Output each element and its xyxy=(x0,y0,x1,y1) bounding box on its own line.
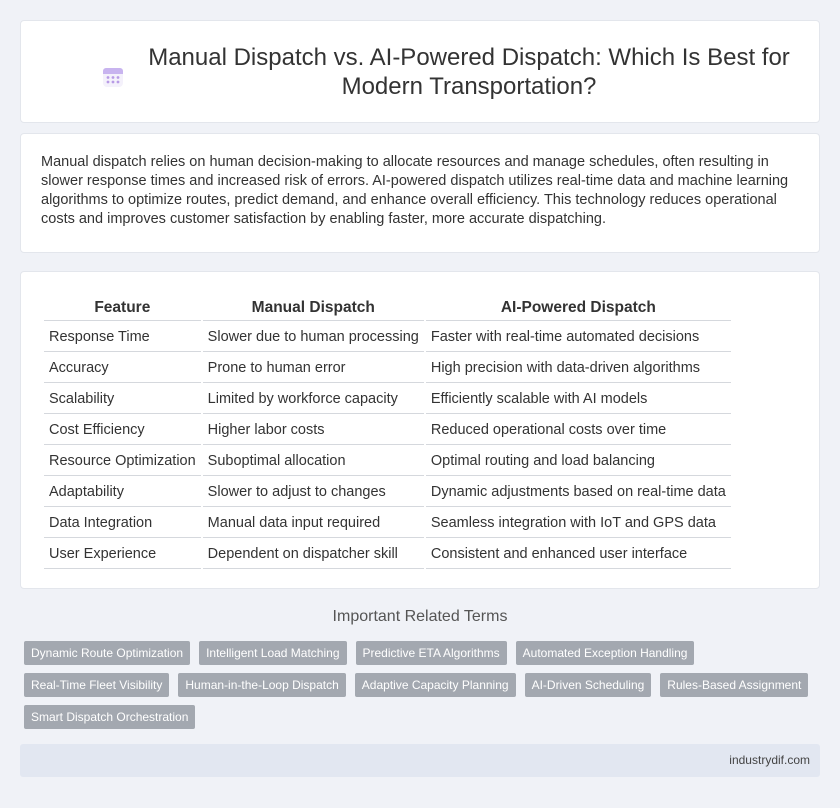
related-term-tag[interactable]: Predictive ETA Algorithms xyxy=(356,641,507,665)
column-header-ai: AI-Powered Dispatch xyxy=(426,296,731,321)
ai-cell: Faster with real-time automated decisions xyxy=(426,323,731,352)
related-term-tag[interactable]: AI-Driven Scheduling xyxy=(525,673,652,697)
ai-cell: High precision with data-driven algorithms xyxy=(426,354,731,383)
tag-row xyxy=(24,641,814,665)
related-term-tag[interactable]: Dynamic Route Optimization xyxy=(24,641,190,665)
manual-cell: Slower due to human processing xyxy=(203,323,424,352)
ai-cell: Dynamic adjustments based on real-time data xyxy=(426,478,731,507)
column-header-feature: Feature xyxy=(44,296,201,321)
ai-cell: Seamless integration with IoT and GPS data xyxy=(426,509,731,538)
feature-cell: Adaptability xyxy=(44,478,201,507)
feature-cell: Cost Efficiency xyxy=(44,416,201,445)
manual-cell: Manual data input required xyxy=(203,509,424,538)
related-term-tag[interactable]: Smart Dispatch Orchestration xyxy=(24,705,195,729)
related-term-tag[interactable]: Rules-Based Assignment xyxy=(660,673,808,697)
table-row xyxy=(44,323,731,352)
manual-cell: Prone to human error xyxy=(203,354,424,383)
ai-cell: Efficiently scalable with AI models xyxy=(426,385,731,414)
related-terms-list xyxy=(24,641,814,737)
related-term-tag[interactable]: Intelligent Load Matching xyxy=(199,641,346,665)
comparison-card xyxy=(20,271,820,589)
related-term-tag[interactable]: Adaptive Capacity Planning xyxy=(355,673,516,697)
manual-cell: Suboptimal allocation xyxy=(203,447,424,476)
related-terms-heading: Important Related Terms xyxy=(332,608,508,625)
ai-cell: Optimal routing and load balancing xyxy=(426,447,731,476)
feature-cell: Accuracy xyxy=(44,354,201,383)
related-term-tag[interactable]: Human-in-the-Loop Dispatch xyxy=(178,673,345,697)
ai-cell: Reduced operational costs over time xyxy=(426,416,731,445)
related-term-tag[interactable]: Automated Exception Handling xyxy=(516,641,695,665)
site-credit[interactable]: industrydif.com xyxy=(729,753,810,767)
manual-cell: Dependent on dispatcher skill xyxy=(203,540,424,569)
table-row xyxy=(44,354,731,383)
table-row xyxy=(44,447,731,476)
ai-cell: Consistent and enhanced user interface xyxy=(426,540,731,569)
table-row xyxy=(44,540,731,569)
feature-cell: Scalability xyxy=(44,385,201,414)
footer xyxy=(20,744,820,777)
intro-paragraph: Manual dispatch relies on human decision-making to allocate resources and manage schedules, often resulting in slower response times and increased risk of errors. AI-powered dispatch utilizes real-time data and machine learning algorithms to optimize routes, predict demand, and enhance overall efficiency. This technology reduces operational costs and improves customer satisfaction by enabling faster, more accurate dispatching. xyxy=(41,154,789,227)
tag-row xyxy=(24,705,814,729)
feature-cell: Response Time xyxy=(44,323,201,352)
table-row xyxy=(44,509,731,538)
intro-card xyxy=(20,133,820,253)
calendar-icon xyxy=(101,65,125,89)
table-row xyxy=(44,478,731,507)
manual-cell: Higher labor costs xyxy=(203,416,424,445)
table-header-row xyxy=(44,296,731,321)
page-title: Manual Dispatch vs. AI-Powered Dispatch: Which Is Best for Modern Transportation? xyxy=(148,44,790,100)
title-card xyxy=(20,20,820,123)
table-row xyxy=(44,385,731,414)
related-term-tag[interactable]: Real-Time Fleet Visibility xyxy=(24,673,169,697)
feature-cell: User Experience xyxy=(44,540,201,569)
feature-cell: Data Integration xyxy=(44,509,201,538)
manual-cell: Slower to adjust to changes xyxy=(203,478,424,507)
comparison-table xyxy=(42,294,733,571)
tag-row xyxy=(24,673,814,697)
column-header-manual: Manual Dispatch xyxy=(203,296,424,321)
feature-cell: Resource Optimization xyxy=(44,447,201,476)
table-row xyxy=(44,416,731,445)
manual-cell: Limited by workforce capacity xyxy=(203,385,424,414)
